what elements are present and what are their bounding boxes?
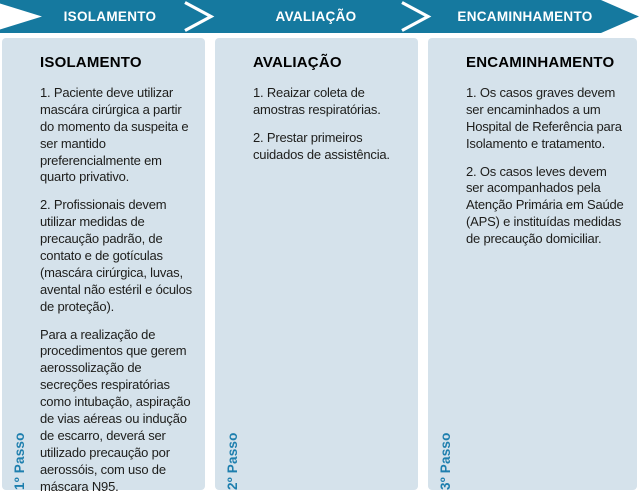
- paragraph: 2. Profissionais devem utilizar medidas de precaução padrão, de contato e de gotículas (mascára cirúrgica, luvas, avental não estéril e óculos de proteção).: [40, 197, 192, 314]
- column-encaminhamento: [428, 38, 637, 490]
- step-number-strip: [215, 38, 249, 490]
- column-title: ENCAMINHAMENTO: [466, 54, 615, 71]
- step-number-label: 2º Passo: [224, 432, 240, 490]
- column-isolamento: [2, 38, 205, 494]
- step-number-strip: [428, 38, 462, 490]
- paragraph: 2. Os casos leves devem ser acompanhados pela Atenção Primária em Saúde (APS) e instituídas medidas de precaução domiciliar.: [466, 163, 624, 247]
- step-number-label: 1º Passo: [11, 432, 27, 490]
- paragraph: Para a realização de procedimentos que gerem aerossolização de secreções respiratórias como intubação, aspiração de vias aéreas ou indução de escarro, deverá ser utilizado precaução por aerossóis, com uso de máscara N95.: [40, 326, 191, 494]
- column-content: [36, 38, 205, 494]
- column-title: ISOLAMENTO: [40, 54, 142, 71]
- step-banner: [0, 0, 641, 34]
- step-number-strip: [2, 38, 36, 490]
- step-number-label: 3º Passo: [437, 432, 453, 490]
- column-avaliacao: [215, 38, 418, 490]
- column-title: AVALIAÇÃO: [253, 54, 342, 71]
- paragraph: 1. Reaizar coleta de amostras respiratórias.: [253, 85, 381, 117]
- column-content: [462, 38, 637, 490]
- banner-step-encaminhamento: ENCAMINHAMENTO: [457, 9, 593, 24]
- banner-step-isolamento: ISOLAMENTO: [63, 9, 157, 24]
- column-content: [249, 38, 418, 490]
- step-columns: [2, 38, 637, 494]
- paragraph: 2. Prestar primeiros cuidados de assistência.: [253, 129, 390, 162]
- banner-step-avaliacao: AVALIAÇÃO: [275, 9, 357, 24]
- paragraph: 1. Os casos graves devem ser encaminhados a um Hospital de Referência para Isolamento e tratamento.: [466, 85, 622, 151]
- paragraph: 1. Paciente deve utilizar mascára cirúrgica a partir do momento da suspeita e ser mantido preferencialmente em quarto privativo.: [40, 85, 189, 185]
